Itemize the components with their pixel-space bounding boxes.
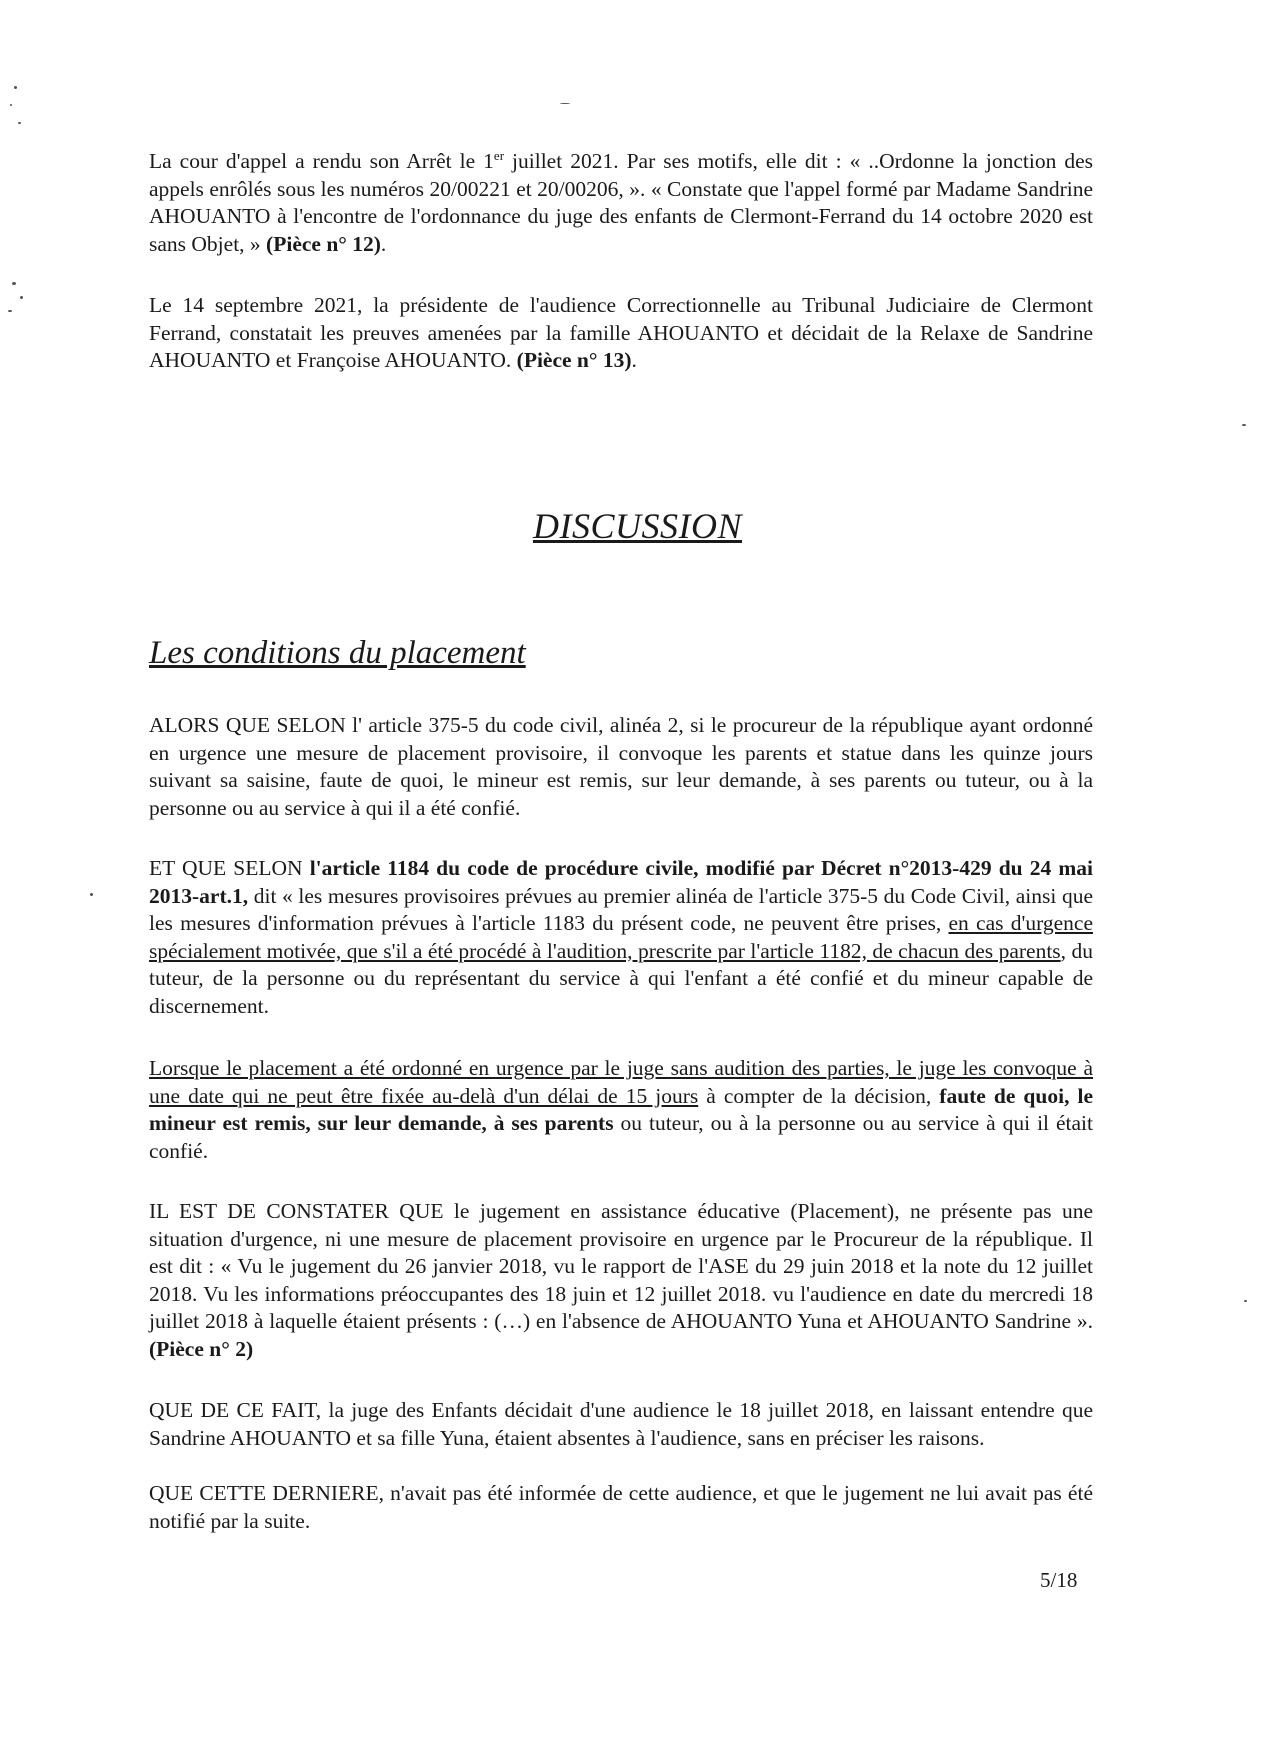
paragraph-article-375-5: ALORS QUE SELON l' article 375-5 du code civil, alinéa 2, si le procureur de la république ayant ordonné en urgence une mesure de placement provisoire, il convoque les parents et statue dans les quinze jours suivant sa saisine, faute de quoi, le mineur est remis, sur leur demande, à ses parents ou tuteur, ou à la personne ou au service à qui il a été confié.	[149, 713, 1093, 820]
text-run: La cour d'appel a rendu son Arrêt le 1	[149, 149, 494, 173]
scan-speck	[18, 122, 21, 124]
text-run: dit « les mesures provisoires prévues au premier alinéa de l'article 375-5 du Code Civil, ainsi que les mesures d'information prévues à l'article 1183 du présent code, ne peuvent être prises,	[149, 883, 1093, 935]
text-run: , du tuteur, de la personne ou du représentant du service à qui l'enfant a été confié et du mineur capable de discernement.	[149, 938, 1093, 1018]
scan-speck	[20, 296, 23, 299]
scan-speck	[10, 104, 12, 106]
exhibit-reference: (Pièce n° 12)	[266, 231, 381, 256]
scan-speck	[12, 282, 16, 285]
scan-speck	[8, 310, 12, 312]
bold-text: faute de quoi, le mineur est remis, sur leur demande, à ses parents	[149, 1083, 1093, 1135]
text-run: .	[631, 348, 637, 372]
underlined-text: Lorsque le placement a été ordonné en urgence par le juge sans audition des parties, le juge les convoque à une date qui ne peut être fixée au-delà d'un délai de 15 jours	[149, 1056, 1093, 1108]
paragraph-hearing-decision: QUE DE CE FAIT, la juge des Enfants décidait d'une audience le 18 juillet 2018, en laissant entendre que Sandrine AHOUANTO et sa fille Yuna, étaient absentes à l'audience, sans en préciser les raisons.	[149, 1398, 1093, 1450]
section-heading-discussion: DISCUSSION	[533, 506, 742, 546]
bold-citation: l'article 1184 du code de procédure civile, modifié par Décret n°2013-429 du 24 mai 2013-art.1,	[149, 856, 1093, 908]
subsection-heading-placement-conditions: Les conditions du placement	[149, 635, 526, 671]
paragraph-article-1184	[149, 855, 1093, 1020]
text-run: ET QUE SELON	[149, 856, 310, 880]
text-run: juillet 2021. Par ses motifs, elle dit : « ..Ordonne la jonction des appels enrôlés sous les numéros 20/00221 et 20/00206, ». « Constate que l'appel formé par Madame Sandrine AHOUANTO à l'encontre de l'ordonnance du juge des enfants de Clermont-Ferrand du 14 octobre 2020 est sans Objet, »	[149, 149, 1093, 256]
page-number: 5/18	[1040, 1568, 1078, 1592]
text-run: .	[380, 231, 387, 256]
scan-speck	[14, 86, 17, 89]
scan-speck	[560, 103, 570, 104]
underlined-text: en cas d'urgence spécialement motivée, que s'il a été procédé à l'audition, prescrite par l'article 1182, de chacun des parents	[149, 911, 1093, 963]
exhibit-reference: (Pièce n° 2)	[149, 1336, 254, 1361]
paragraph-judgment-finding	[149, 1198, 1093, 1363]
paragraph-correctional-hearing	[149, 292, 1093, 375]
paragraph-appeal-ruling	[149, 148, 1093, 258]
text-run: IL EST DE CONSTATER QUE le jugement en assistance éducative (Placement), ne présente pas une situation d'urgence, ni une mesure de placement provisoire en urgence par le Procureur de la république. Il est dit : « Vu le jugement du 26 janvier 2018, vu le rapport de l'ASE du 29 juin 2018 et la note du 12 juillet 2018. Vu les informations préoccupantes des 18 juin et 12 juillet 2018. vu l'audience en date du mercredi 18 juillet 2018 à laquelle étaient présents : (…) en l'absence de AHOUANTO Yuna et AHOUANTO Sandrine ».	[149, 1199, 1093, 1333]
scan-speck	[1244, 1300, 1247, 1302]
superscript: er	[493, 147, 505, 163]
paragraph-urgent-placement	[149, 1055, 1093, 1165]
exhibit-reference: (Pièce n° 13)	[516, 348, 632, 372]
text-run: ou tuteur, ou à la personne ou au service à qui il était confié.	[149, 1111, 1093, 1163]
scan-speck	[1242, 424, 1246, 426]
text-run: à compter de la décision,	[698, 1083, 940, 1108]
paragraph-not-informed: QUE CETTE DERNIERE, n'avait pas été informée de cette audience, et que le jugement ne lui avait pas été notifié par la suite.	[149, 1481, 1093, 1533]
scan-speck	[90, 893, 93, 896]
text-run: Le 14 septembre 2021, la présidente de l'audience Correctionnelle au Tribunal Judiciaire de Clermont Ferrand, constatait les preuves amenées par la famille AHOUANTO et décidait de la Relaxe de Sandrine AHOUANTO et Françoise AHOUANTO.	[149, 293, 1093, 372]
